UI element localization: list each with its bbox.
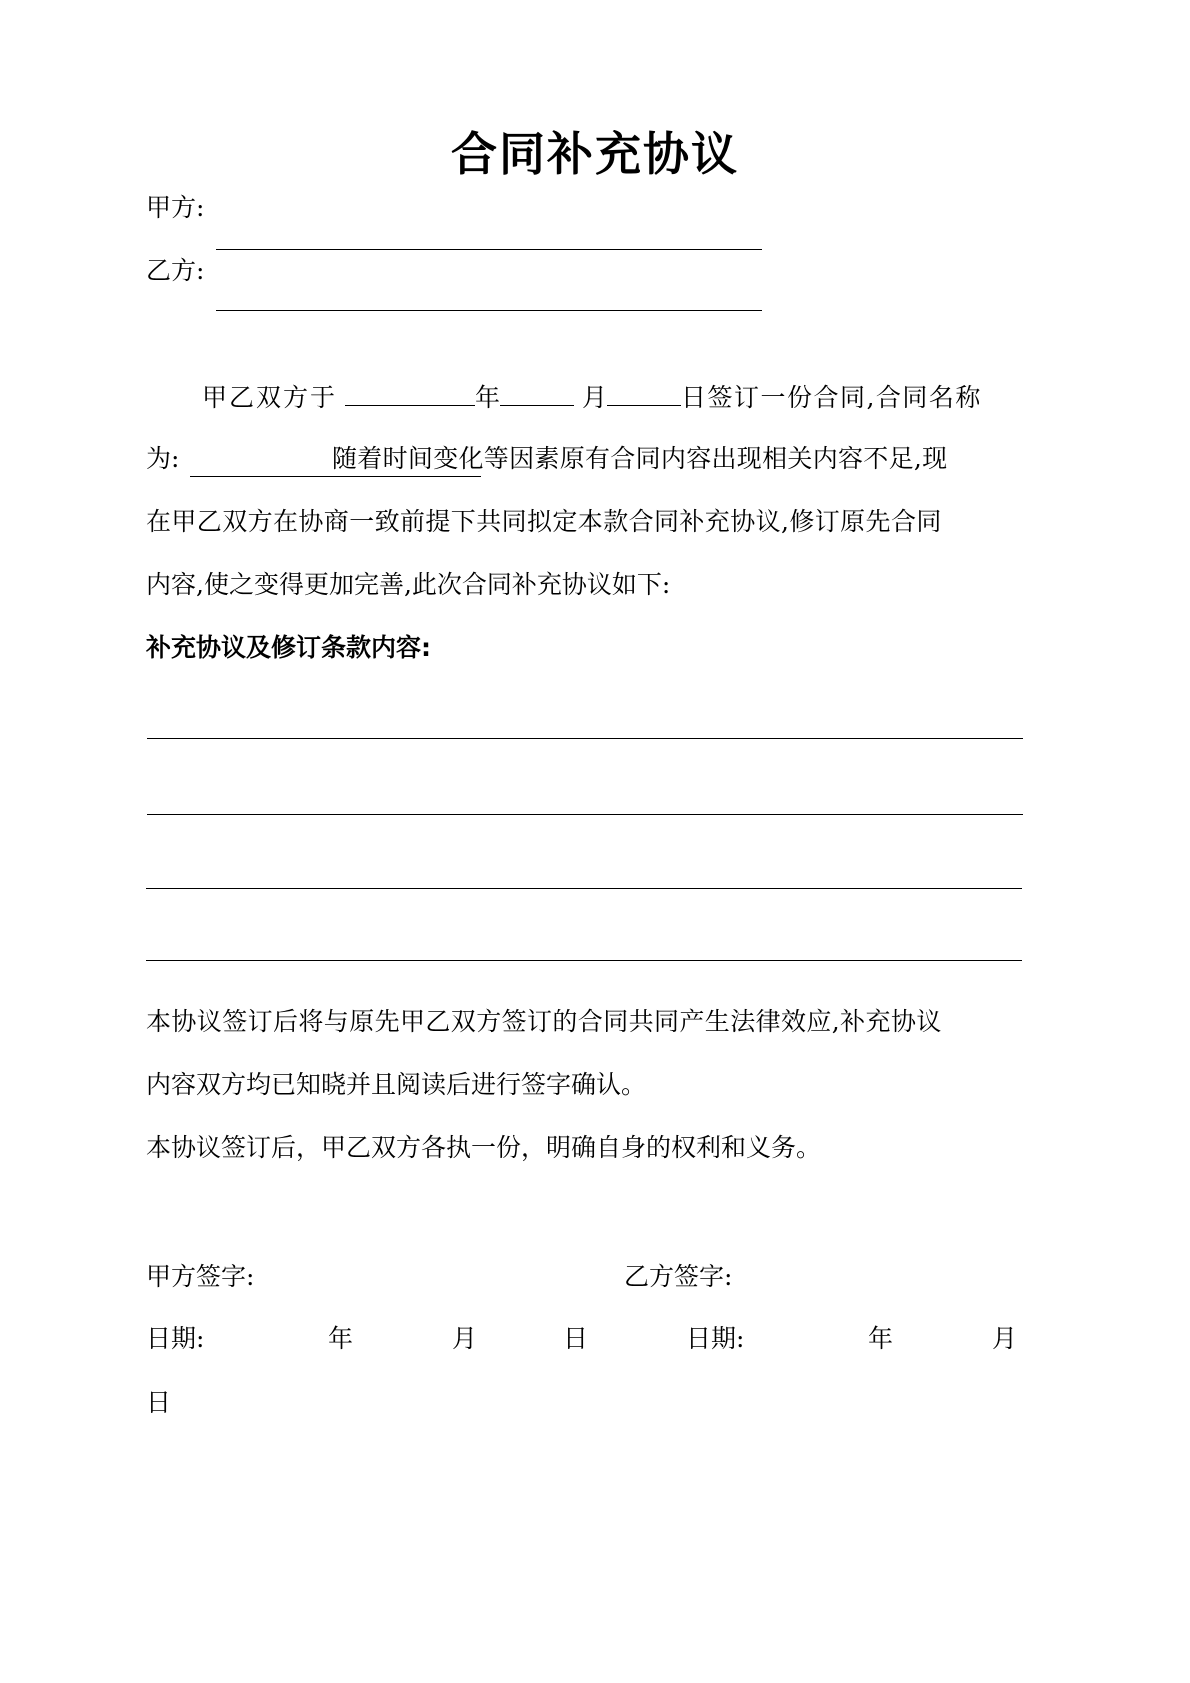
party-a-date-day: 日 — [563, 1324, 589, 1353]
clause-line-3[interactable] — [146, 888, 1022, 889]
party-b-date-month: 月 — [992, 1324, 1018, 1353]
party-b-label: 乙方: — [146, 256, 205, 285]
clause-line-2[interactable] — [147, 814, 1023, 815]
document-title: 合同补充协议 — [451, 127, 739, 181]
clause-line-1[interactable] — [147, 738, 1023, 739]
intro-line-3: 在甲乙双方在协商一致前提下共同拟定本款合同补充协议,修订原先合同 — [146, 507, 942, 536]
intro-prefix: 甲乙双方于 — [202, 383, 338, 412]
contract-day-field[interactable] — [607, 381, 681, 406]
party-a-signature-label: 甲方签字: — [146, 1262, 255, 1291]
contract-name-label: 为: — [146, 444, 180, 473]
party-a-date-label: 日期: — [146, 1324, 205, 1353]
contract-year-field[interactable] — [345, 381, 475, 406]
closing-line-2: 内容双方均已知晓并且阅读后进行签字确认。 — [146, 1070, 647, 1099]
party-a-field[interactable] — [216, 249, 762, 250]
party-a-date-month: 月 — [452, 1324, 478, 1353]
intro-line-2: 随着时间变化等因素原有合同内容出现相关内容不足,现 — [332, 444, 948, 473]
year-label: 年 — [474, 383, 500, 412]
party-b-field[interactable] — [216, 310, 762, 311]
intro-line-1-rest: 日签订一份合同,合同名称 — [680, 383, 982, 412]
party-b-date-year: 年 — [868, 1324, 894, 1353]
contract-month-field[interactable] — [500, 381, 574, 406]
intro-line-4: 内容,使之变得更加完善,此次合同补充协议如下: — [146, 570, 671, 599]
month-label: 月 — [581, 383, 607, 412]
party-b-date-day: 日 — [146, 1388, 172, 1417]
clauses-heading: 补充协议及修订条款内容: — [146, 633, 431, 662]
contract-name-field[interactable] — [190, 476, 481, 477]
party-b-date-label: 日期: — [686, 1324, 745, 1353]
clause-line-4[interactable] — [146, 960, 1022, 961]
party-a-label: 甲方: — [146, 193, 205, 222]
intro-line-1 — [202, 381, 982, 413]
party-b-signature-label: 乙方签字: — [624, 1262, 733, 1291]
party-a-date-year: 年 — [328, 1324, 354, 1353]
closing-line-1: 本协议签订后将与原先甲乙双方签订的合同共同产生法律效应,补充协议 — [146, 1007, 942, 1036]
closing-line-3: 本协议签订后，甲乙双方各执一份，明确自身的权利和义务。 — [146, 1133, 822, 1162]
